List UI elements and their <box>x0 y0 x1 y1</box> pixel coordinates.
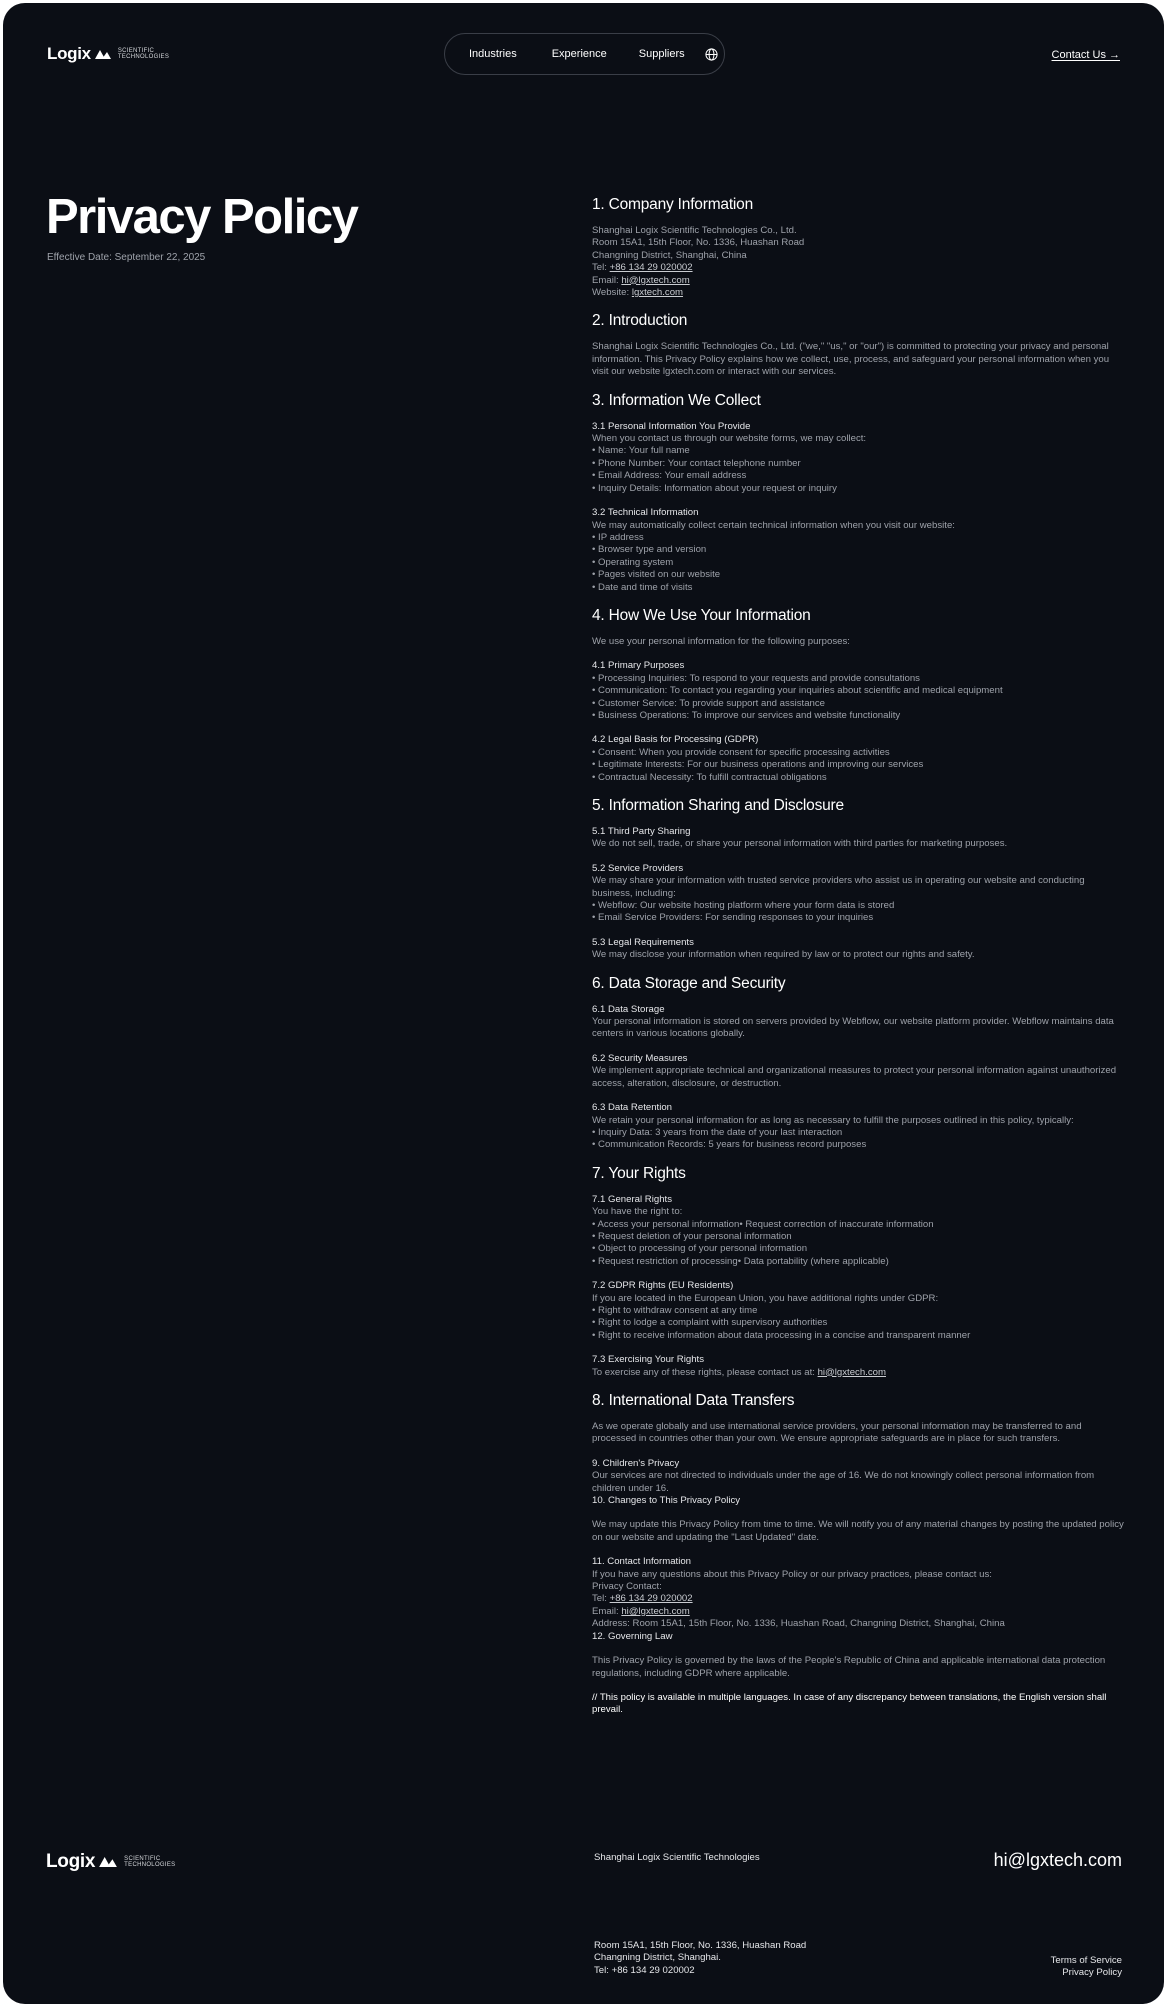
tel-line <box>592 262 1124 274</box>
section-title: 8. International Data Transfers <box>592 1392 795 1409</box>
paragraph: Your personal information is stored on servers provided by Webflow, our website platform provider. Webflow maintains data centers in various locations globally. <box>592 1016 1114 1040</box>
section-company-info <box>592 195 1124 299</box>
list-item: • Pages visited on our website <box>592 569 721 581</box>
subsection-title: 7.1 General Rights <box>592 1193 672 1205</box>
email-line <box>592 275 1124 287</box>
paragraph: We use your personal information for the following purposes: <box>592 635 850 647</box>
page-title: Privacy Policy <box>46 190 358 244</box>
list-item: • Name: Your full name <box>592 445 690 457</box>
section-title: 7. Your Rights <box>592 1164 686 1182</box>
subsection-title: 4.2 Legal Basis for Processing (GDPR) <box>592 734 759 746</box>
section-storage-security <box>592 974 1124 1152</box>
header-logo[interactable] <box>47 44 169 64</box>
nav-experience[interactable]: Experience <box>551 48 607 60</box>
rights-contact-text: To exercise any of these rights, please contact us at: <box>592 1366 818 1378</box>
contact-us-link[interactable]: Contact Us → <box>1051 49 1120 61</box>
section-title: 1. Company Information <box>592 196 754 213</box>
section-introduction <box>592 311 1124 378</box>
effective-date: Effective Date: September 22, 2025 <box>47 252 206 263</box>
section-how-we-use <box>592 606 1124 784</box>
list-item: • Request deletion of your personal information <box>592 1230 792 1242</box>
list-item: • Request restriction of processing• Data portability (where applicable) <box>592 1255 889 1267</box>
paragraph: We may share your information with trusted service providers who assist us in operating our website and conducting business, including: <box>592 875 1085 899</box>
footer-address-line: Changning District, Shanghai. <box>594 1952 721 1964</box>
logo-wordmark: Logix <box>47 44 91 63</box>
section-title: 4. How We Use Your Information <box>592 606 811 624</box>
paragraph: Shanghai Logix Scientific Technologies Co., Ltd. ("we," "us," or "our") is committed to protecting your privacy and personal information. This Privacy Policy explains how we collect, use, process, and safeguard your personal information when you visit our website lgxtech.com or interact with our services. <box>592 341 1110 378</box>
section-your-rights <box>592 1164 1124 1379</box>
website-link[interactable]: lgxtech.com <box>631 287 684 299</box>
section-sharing <box>592 796 1124 962</box>
footer-address <box>594 1940 806 1977</box>
footer-email-link[interactable]: hi@lgxtech.com <box>993 1850 1122 1870</box>
terms-of-service-link[interactable]: Terms of Service <box>1050 1955 1122 1966</box>
list-item: • Customer Service: To provide support and assistance <box>592 697 826 709</box>
paragraph: We may disclose your information when required by law or to protect our rights and safety. <box>592 949 975 961</box>
tel-link[interactable]: +86 134 29 020002 <box>609 1593 693 1605</box>
logo-subtitle <box>118 48 169 61</box>
section-title: 2. Introduction <box>592 312 688 330</box>
logo-sub-line1: SCIENTIFIC <box>124 1855 161 1862</box>
nav-suppliers[interactable]: Suppliers <box>638 48 685 60</box>
paragraph: As we operate globally and use international service providers, your personal information may be transferred to and processed in countries other than your own. We ensure appropriate safeguards are in place for such transfers. <box>592 1421 1082 1445</box>
text-line: Address: Room 15A1, 15th Floor, No. 1336, Huashan Road, Changning District, Shanghai, China <box>592 1618 1005 1630</box>
subsection-title: 7.3 Exercising Your Rights <box>592 1354 704 1366</box>
footer-address-line: Tel: +86 134 29 020002 <box>594 1964 695 1976</box>
page-frame <box>3 3 1164 2004</box>
subsection-title: 3.1 Personal Information You Provide <box>592 420 751 432</box>
globe-icon[interactable] <box>705 48 718 61</box>
email-link[interactable]: hi@lgxtech.com <box>621 274 690 286</box>
email-label: Email: <box>592 274 622 286</box>
privacy-policy-link[interactable]: Privacy Policy <box>1062 1967 1122 1979</box>
text-line: Privacy Contact: <box>592 1581 662 1593</box>
text-line: Shanghai Logix Scientific Technologies Co., Ltd. <box>592 225 797 236</box>
logo-mark-icon <box>95 50 111 59</box>
website-label: Website: <box>592 287 632 299</box>
paragraph: We may update this Privacy Policy from time to time. We will notify you of any material changes by posting the updated policy on our website and updating the "Last Updated" date. <box>592 1519 1124 1543</box>
footer-logo[interactable] <box>46 1851 175 1873</box>
list-item: • Communication: To contact you regarding your inquiries about scientific and medical equipment <box>592 685 1003 697</box>
list-item: • Contractual Necessity: To fulfill contractual obligations <box>592 771 827 783</box>
subsection-title: 3.2 Technical Information <box>592 507 699 519</box>
footer-company: Shanghai Logix Scientific Technologies <box>594 1852 760 1863</box>
subsection-title: 12. Governing Law <box>592 1630 673 1642</box>
list-item: • Email Service Providers: For sending responses to your inquiries <box>592 912 874 924</box>
subsection-title: 9. Children's Privacy <box>592 1457 680 1469</box>
email-line <box>592 1606 1124 1618</box>
email-link[interactable]: hi@lgxtech.com <box>621 1605 690 1617</box>
main-nav <box>444 33 725 75</box>
list-item: • Webflow: Our website hosting platform where your form data is stored <box>592 900 895 912</box>
paragraph <box>592 1367 1124 1379</box>
subsection-title: 5.3 Legal Requirements <box>592 936 694 948</box>
paragraph: We implement appropriate technical and organizational measures to protect your personal information against unauthorized access, alteration, disclosure, or destruction. <box>592 1065 1117 1089</box>
subsection-title: 7.2 GDPR Rights (EU Residents) <box>592 1280 734 1292</box>
logo-sub-line1: SCIENTIFIC <box>117 47 155 54</box>
subsection-title: 5.2 Service Providers <box>592 862 684 874</box>
subsection-title: 5.1 Third Party Sharing <box>592 826 691 837</box>
list-item: • Business Operations: To improve our services and website functionality <box>592 709 901 721</box>
list-item: • Consent: When you provide consent for specific processing activities <box>592 746 890 758</box>
footer-address-line: Room 15A1, 15th Floor, No. 1336, Huashan Road <box>594 1940 807 1951</box>
tel-link[interactable]: +86 134 29 020002 <box>609 262 693 274</box>
list-item: • Browser type and version <box>592 544 707 556</box>
paragraph: When you contact us through our website forms, we may collect: <box>592 433 867 445</box>
section-information-we-collect <box>592 391 1124 594</box>
list-item: • Communication Records: 5 years for business record purposes <box>592 1139 867 1151</box>
logo-sub-line2: TECHNOLOGIES <box>117 54 170 60</box>
section-international-transfers <box>592 1391 1124 1717</box>
paragraph: We retain your personal information for as long as necessary to fulfill the purposes outlined in this policy, typically: <box>592 1114 1074 1126</box>
tel-label: Tel: <box>592 1593 610 1605</box>
paragraph: You have the right to: <box>592 1206 683 1218</box>
paragraph: If you have any questions about this Privacy Policy or our privacy practices, please contact us: <box>592 1568 992 1580</box>
list-item: • Access your personal information• Request correction of inaccurate information <box>592 1218 934 1230</box>
logo-subtitle <box>124 1856 175 1869</box>
list-item: • Inquiry Data: 3 years from the date of your last interaction <box>592 1126 843 1138</box>
section-title: 3. Information We Collect <box>592 391 761 409</box>
subsection-title: 11. Contact Information <box>592 1556 692 1568</box>
list-item: • Inquiry Details: Information about your request or inquiry <box>592 482 837 494</box>
paragraph: We do not sell, trade, or share your personal information with third parties for marketing purposes. <box>592 838 1008 850</box>
footer-links <box>1051 1955 1122 1980</box>
logo-mark-icon <box>99 1857 117 1867</box>
list-item: • Right to lodge a complaint with supervisory authorities <box>592 1317 828 1329</box>
list-item: • Right to receive information about data processing in a concise and transparent manner <box>592 1329 971 1341</box>
text-line: Room 15A1, 15th Floor, No. 1336, Huashan Road <box>592 237 805 249</box>
logo-sub-line2: TECHNOLOGIES <box>124 1862 176 1868</box>
tel-label: Tel: <box>592 262 610 274</box>
list-item: • Legitimate Interests: For our business operations and improving our services <box>592 759 924 771</box>
text-line: Changning District, Shanghai, China <box>592 249 747 261</box>
paragraph: If you are located in the European Union, you have additional rights under GDPR: <box>592 1292 939 1304</box>
policy-content <box>592 195 1124 1729</box>
section-title: 6. Data Storage and Security <box>592 974 786 992</box>
list-item: • Operating system <box>592 556 674 568</box>
list-item: • Right to withdraw consent at any time <box>592 1304 758 1316</box>
subsection-title: 6.2 Security Measures <box>592 1052 688 1064</box>
subsection-title: 10. Changes to This Privacy Policy <box>592 1495 741 1507</box>
list-item: • IP address <box>592 531 644 543</box>
tel-line <box>592 1593 1124 1605</box>
rights-email-link[interactable]: hi@lgxtech.com <box>817 1366 886 1378</box>
list-item: • Processing Inquiries: To respond to your requests and provide consultations <box>592 672 920 684</box>
subsection-title: 6.3 Data Retention <box>592 1102 673 1114</box>
language-note: // This policy is available in multiple languages. In case of any discrepancy between translations, the English version shall prevail. <box>592 1691 1107 1716</box>
list-item: • Object to processing of your personal information <box>592 1243 808 1255</box>
email-label: Email: <box>592 1605 622 1617</box>
subsection-title: 4.1 Primary Purposes <box>592 660 685 672</box>
paragraph: This Privacy Policy is governed by the laws of the People's Republic of China and applicable international data protection regulations, including GDPR where applicable. <box>592 1655 1106 1679</box>
logo-wordmark: Logix <box>46 1851 96 1872</box>
list-item: • Phone Number: Your contact telephone number <box>592 457 801 469</box>
subsection-title: 6.1 Data Storage <box>592 1003 665 1015</box>
nav-industries[interactable]: Industries <box>469 48 517 60</box>
list-item: • Date and time of visits <box>592 581 693 593</box>
paragraph: We may automatically collect certain technical information when you visit our website: <box>592 519 955 531</box>
list-item: • Email Address: Your email address <box>592 470 747 482</box>
section-title: 5. Information Sharing and Disclosure <box>592 797 844 814</box>
paragraph: Our services are not directed to individuals under the age of 16. We do not knowingly collect personal information from children under 16. <box>592 1470 1095 1494</box>
website-line <box>592 287 1124 299</box>
